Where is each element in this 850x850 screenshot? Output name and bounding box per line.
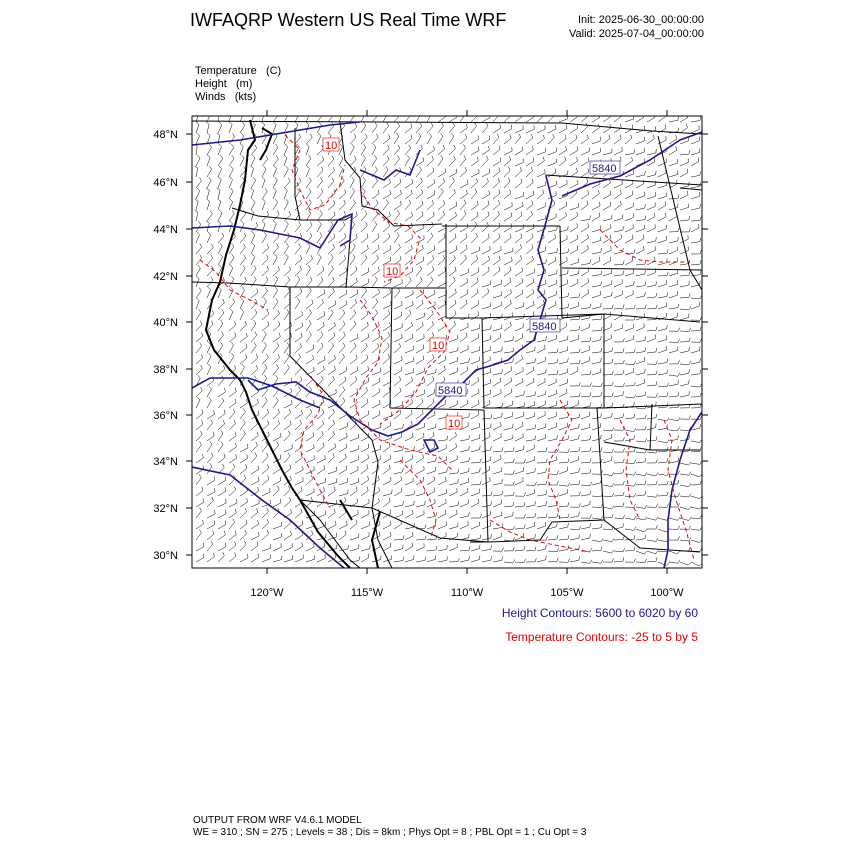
height-label: 5840 xyxy=(532,321,557,333)
lat-label: 42°N xyxy=(153,271,178,283)
model-settings: WE = 310 ; SN = 275 ; Levels = 38 ; Dis = 8km ; Phys Opt = 8 ; PBL Opt = 1 ; Cu Opt = 3 xyxy=(193,827,587,838)
lon-label: 100°W xyxy=(650,587,684,599)
temperature-contour-legend: Temperature Contours: -25 to 5 by 5 xyxy=(505,630,698,644)
temperature-label: 10 xyxy=(432,340,445,352)
map-title: IWFAQRP Western US Real Time WRF xyxy=(190,10,507,30)
lon-label: 105°W xyxy=(550,587,584,599)
temperature-label: 10 xyxy=(325,140,338,152)
longitude-labels xyxy=(250,587,684,599)
height-contour-legend: Height Contours: 5600 to 6020 by 60 xyxy=(501,606,698,620)
temperature-label: 10 xyxy=(448,418,461,430)
lon-label: 120°W xyxy=(250,587,284,599)
lat-label: 32°N xyxy=(153,503,178,515)
temperature-contours xyxy=(200,135,694,560)
lon-label: 110°W xyxy=(450,587,484,599)
field-units: (kts) xyxy=(234,91,257,103)
field-name: Winds xyxy=(195,91,226,103)
lat-label: 38°N xyxy=(153,364,178,376)
field-units: (C) xyxy=(265,65,282,77)
lat-label: 44°N xyxy=(153,224,178,236)
height-label: 5840 xyxy=(592,163,617,175)
height-contours xyxy=(192,122,702,568)
field-units: (m) xyxy=(235,78,253,90)
state-borders xyxy=(192,121,702,568)
lat-label: 40°N xyxy=(153,317,178,329)
lon-label: 115°W xyxy=(350,587,384,599)
lat-label: 48°N xyxy=(153,129,178,141)
model-info: OUTPUT FROM WRF V4.6.1 MODEL xyxy=(193,815,362,826)
height-label: 5840 xyxy=(438,385,463,397)
valid-time: Valid: 2025-07-04_00:00:00 xyxy=(569,28,704,40)
latitude-labels xyxy=(153,129,178,562)
lat-label: 30°N xyxy=(153,550,178,562)
field-name: Height xyxy=(195,78,227,90)
coastline xyxy=(206,120,380,568)
temperature-label: 10 xyxy=(386,266,399,278)
init-time: Init: 2025-06-30_00:00:00 xyxy=(578,14,704,26)
lat-label: 34°N xyxy=(153,456,178,468)
latitude-axis xyxy=(186,134,708,555)
lat-label: 36°N xyxy=(153,410,178,422)
lat-label: 46°N xyxy=(153,177,178,189)
field-name: Temperature xyxy=(195,65,257,77)
